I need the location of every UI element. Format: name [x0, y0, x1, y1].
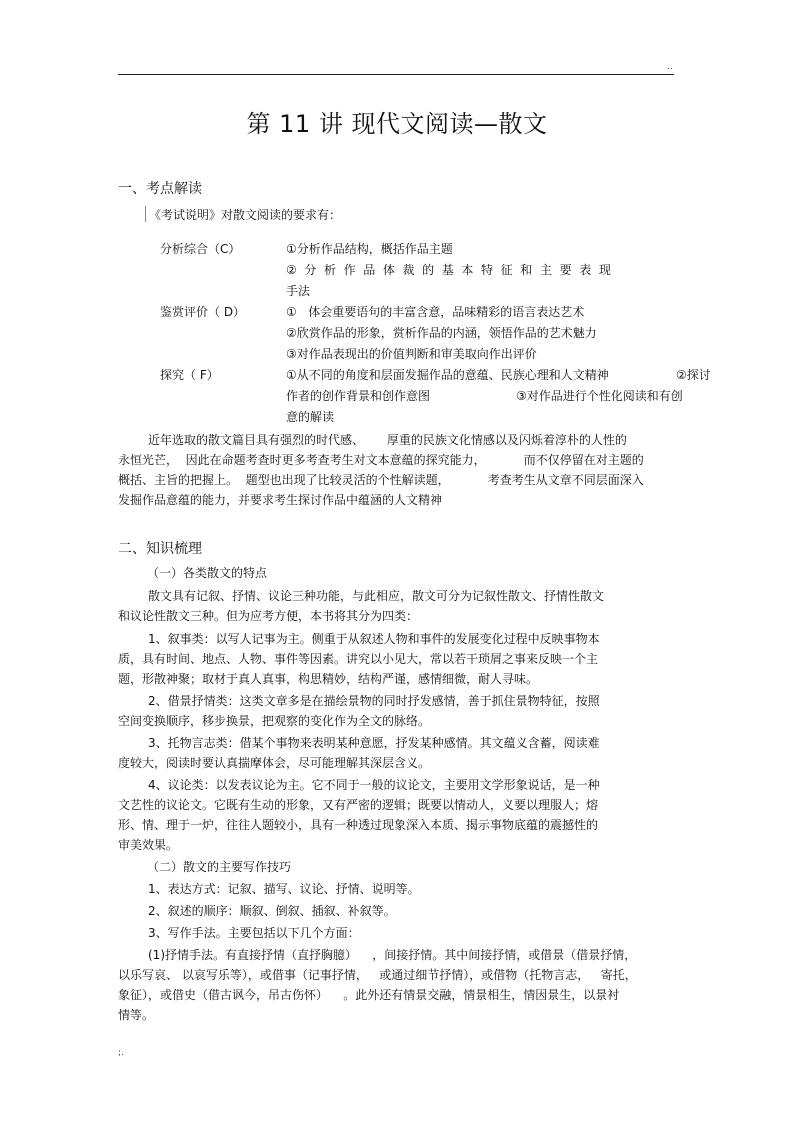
section1-para-line: 概括、主旨的把握上。 题型也出现了比较灵活的个性解读题， 考查考生从文章不同层面深入 — [118, 473, 644, 487]
req-line: 作者的创作背景和创作意图 — [286, 389, 431, 403]
body-line: 题，形散神聚；取材于真人真事，构思精妙，结构严谨，感情细微，耐人寻味。 — [118, 672, 539, 686]
footer-mark: ;. — [118, 1048, 124, 1058]
req-line: ③对作品表现出的价值判断和审美取向作出评价 — [286, 347, 537, 361]
section2-heading: 二、知识梳理 — [118, 541, 202, 557]
body-line: 质，具有时间、地点、人物、事件等因素。讲究以小见大，常以若干琐屑之事来反映一个主 — [118, 652, 599, 666]
body-line: 象征），或借史（借古讽今，吊古伤怀） 。此外还有情景交融，情景相生，情因景生，以景衬 — [118, 988, 620, 1002]
body-line: 散文具有记叙、抒情、议论三种功能，与此相应，散文可分为记叙性散文、抒情性散文 — [148, 589, 605, 603]
req-line: ③对作品进行个性化阅读和有创 — [516, 389, 683, 403]
section1-para-line: 永恒光芒， 因此在命题考查时更多考查考生对文本意蕴的探究能力， 而不仅停留在对主题的 — [118, 453, 644, 467]
req-line: 手法 — [286, 284, 311, 298]
req-line: ① 体会重要语句的丰富含意，品味精彩的语言表达艺术 — [286, 305, 585, 319]
req-line: ②欣赏作品的形象，赏析作品的内涵，领悟作品的艺术魅力 — [286, 326, 597, 340]
body-line: 2、借景抒情类：这类文章多是在描绘景物的同时抒发感情，善于抓住景物特征，按照 — [148, 694, 600, 708]
req-line: ①分析作品结构，概括作品主题 — [286, 242, 453, 256]
section2-subheading: （二）散文的主要写作技巧 — [147, 860, 292, 874]
body-line: 和议论性散文三种。但为应考方便，本书将其分为四类： — [118, 609, 419, 623]
section1-para-line: 发掘作品意蕴的能力，并要求考生探讨作品中蕴涵的人文精神 — [118, 493, 443, 507]
req-line: 意的解读 — [286, 410, 335, 424]
body-line: 3、写作手法。主要包括以下几个方面： — [148, 926, 360, 940]
body-line: 空间变换顺序，移步换景，把观察的变化作为全文的脉络。 — [118, 714, 431, 728]
header-mark: .. — [667, 62, 673, 72]
body-line: 文艺性的议论文。它既有生动的形象，又有严密的逻辑；既要以情动人，义要以理服人；熔 — [118, 798, 599, 812]
body-line: 审美效果。 — [118, 838, 179, 852]
section1-intro: 《考试说明》对散文阅读的要求有： — [149, 208, 342, 222]
section1-heading: 一、考点解读 — [118, 181, 202, 197]
body-line: 4、议论类：以发表议论为主。它不同于一般的议论文，主要用文学形象说话，是一种 — [148, 778, 600, 792]
quote-bar — [145, 206, 146, 222]
body-line: 2、叙述的顺序：顺叙、倒叙、插叙、补叙等。 — [148, 904, 396, 918]
req-label-appreciation: 鉴赏评价（ D） — [160, 305, 246, 319]
req-line: ② 分 析 作 品 体 裁 的 基 本 特 征 和 主 要 表 现 — [286, 263, 611, 277]
body-line: 3、托物言志类：借某个事物来表明某种意愿，抒发某种感情。其文蕴义含蓄，阅读难 — [148, 736, 600, 750]
body-line: 1、表达方式：记叙、描写、议论、抒情、说明等。 — [148, 882, 420, 896]
header-rule — [118, 74, 674, 75]
req-line: ②探讨 — [676, 368, 711, 382]
body-line: 以乐写哀、 以哀写乐等），或借事（记事抒情， 或通过细节抒情），或借物（托物言志， 寄托， — [118, 968, 637, 982]
body-line: (1)抒情手法。有直接抒情（直抒胸臆） ，间接抒情。其中间接抒情，或借景（借景抒情， — [148, 948, 637, 962]
body-line: 情等。 — [118, 1008, 155, 1022]
body-line: 度较大，阅读时要认真揣摩体会，尽可能理解其深层含义。 — [118, 756, 431, 770]
page-title: 第 11 讲 现代文阅读—散文 — [246, 110, 548, 138]
body-line: 形、情、理于一炉，往往人题较小，具有一种透过现象深入本质、揭示事物底蕴的震撼性的 — [118, 818, 599, 832]
req-line: ①从不同的角度和层面发掘作品的意蕴、民族心理和人文精神 — [286, 368, 609, 382]
req-label-explore: 探究（ F） — [160, 368, 219, 382]
req-label-analysis: 分析综合（C） — [160, 242, 241, 256]
section1-para-line: 近年选取的散文篇目具有强烈的时代感、 厚重的民族文化情感以及闪烁着淳朴的人性的 — [148, 433, 627, 447]
section2-subheading: （一）各类散文的特点 — [147, 566, 268, 580]
body-line: 1、叙事类：以写人记事为主。侧重于从叙述人物和事件的发展变化过程中反映事物本 — [148, 632, 600, 646]
